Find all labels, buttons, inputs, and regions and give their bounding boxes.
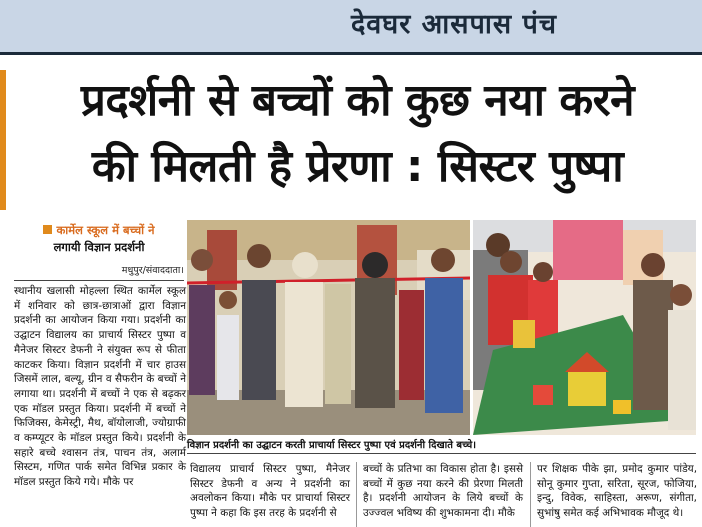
headline-line-1: प्रदर्शनी से बच्चों को कुछ नया करने [80,75,635,126]
caption-rule [187,453,696,454]
subhead-line-1: कार्मेल स्कूल में बच्चों ने [56,223,155,237]
section-title: देवघर आसपास पंच [350,9,557,40]
subhead-line-2: लगायी विज्ञान प्रदर्शनी [53,240,145,254]
top-rule [0,52,702,55]
article-column-1: स्थानीय खलासी मोहल्ला स्थित कार्मेल स्कूल में शनिवार को छात्र-छात्राओं द्वारा विज्ञान प्रदर्शनी का आयोजन किया गया। प्रदर्शनी का उद्घाटन विद्यालय का प्राचार्य सिस्टर पुष्पा व मैनेजर सिस्टर डेफनी ने संयुक्त रूप से फीता काटकर किया। विज्ञान प्रदर्शनी में चार हाउस जिसमें लाल, बल्यू, ग्रीन व सैफरीन के बच्चों ने लगाया था। प्रदर्शनी में बच्चों ने एक से बढ़कर एक मॉडल प्रस्तुत किया। प्रदर्शनी में बच्चों ने फिजिक्स, केमेस्ट्री, मैथ, बॉयोलाजी, ज्योग्राफी व कम्प्यूटर के मॉडल प्रस्तुत किये। प्रदर्शनी के सहारे बच्चे श्वासन तंत्र, पाचन तंत्र, अलार्म सिस्टम, गणित पार्क समेत विभिन्न प्रकार के मॉडल प्रस्तुत किये गये। मौके पर [14,285,186,489]
article-column-2: विद्यालय प्राचार्य सिस्टर पुष्पा, मैनेजर सिस्टर डेफनी व अन्य ने प्रदर्शनी का अवलोकन किया। मौके पर प्राचार्या सिस्टर पुष्पा ने कहा कि इस तरह के प्रदर्शनी से [190,463,350,520]
exhibition-photo-image [473,220,696,435]
photo-inauguration [187,220,470,435]
dateline: मधुपुर/संवाददाता। [121,265,184,276]
inauguration-photo-image [187,220,470,435]
column-divider [530,462,531,527]
photo-caption: विज्ञान प्रदर्शनी का उद्घाटन करती प्राचार्या सिस्टर पुष्पा एवं प्रदर्शनी दिखाते बच्चे। [187,440,477,451]
article-column-4: पर शिक्षक पीके झा, प्रमोद कुमार पांडेय, सोनू कुमार गुप्ता, सरिता, सूरज, फोजिया, इन्दु, विवेक, साहिस्ता, अरूण, संगीता, सुभांषु समेत कई अभिभावक मौजूद थे। [537,463,697,520]
headline [15,68,700,200]
photo-exhibition [473,220,696,435]
article-column-3: बच्चों के प्रतिभा का विकास होता है। इससे बच्चों में कुछ नया करने की प्रेरणा मिलती है। प्रदर्शनी आयोजन के लिये बच्चों के उज्ज्वल भविष्य की शुभकामना दी। मौके [363,463,523,520]
headline-line-2: की मिलती है प्रेरणा : सिस्टर पुष्पा [91,141,624,192]
dateline-rule [14,280,184,281]
section-band [0,0,702,52]
headline-accent-bar [0,70,6,210]
column-divider [356,462,357,527]
subheadline [14,222,184,256]
bullet-square-icon [43,225,52,234]
